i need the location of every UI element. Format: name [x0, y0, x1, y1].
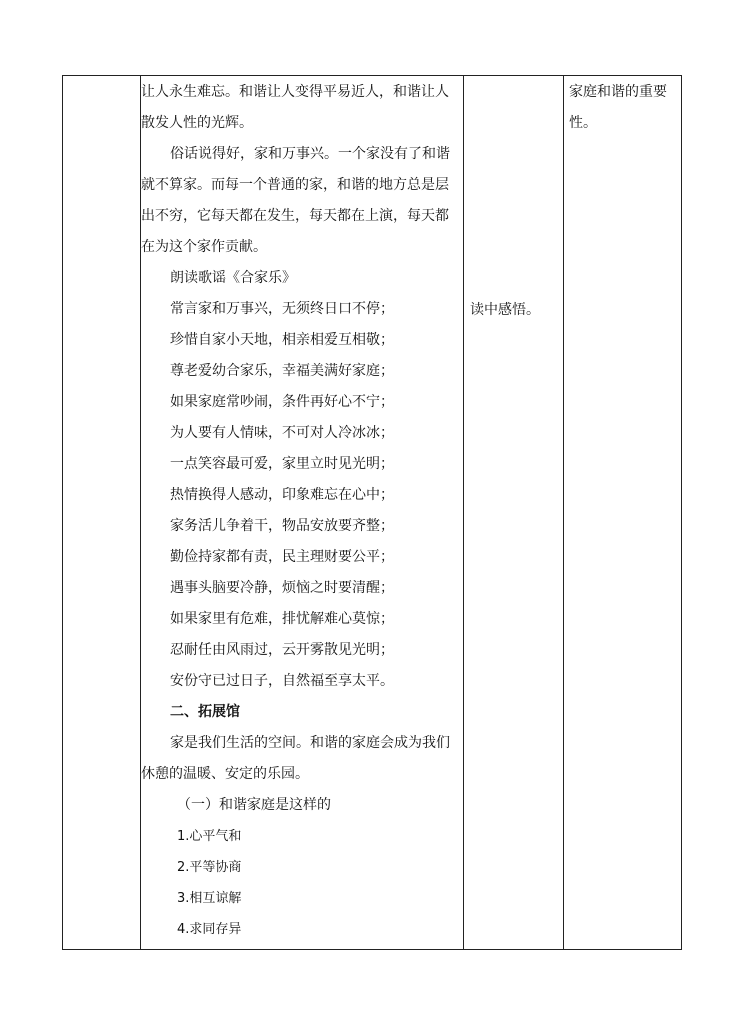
ballad-line: 珍惜自家小天地，相亲相爱互相敬；: [170, 332, 394, 348]
text-line: 家是我们生活的空间。和谐的家庭会成为我们: [170, 735, 450, 751]
section-heading: 二、拓展馆: [170, 704, 240, 720]
lesson-table: [62, 75, 682, 950]
method-text: 读中感悟。: [470, 302, 540, 318]
method-cell: [470, 295, 564, 326]
ballad-line: 安份守已过日子，自然福至享太平。: [170, 673, 394, 689]
ballad-title: 朗读歌谣《合家乐》: [170, 270, 296, 286]
intent-line: 性。: [569, 115, 597, 131]
ballad-line: 为人要有人情味，不可对人冷冰冰；: [170, 425, 394, 441]
intent-line: 家庭和谐的重要: [569, 84, 667, 100]
ballad-line: 热情换得人感动，印象难忘在心中；: [170, 487, 394, 503]
column-divider: [463, 76, 464, 949]
ballad-line: 尊老爱幼合家乐，幸福美满好家庭；: [170, 363, 394, 379]
text-line: 散发人性的光辉。: [141, 115, 253, 131]
sub-heading: （一）和谐家庭是这样的: [177, 797, 331, 813]
teaching-content-cell: [141, 76, 463, 945]
ballad-line: 遇事头脑要冷静，烦恼之时要清醒；: [170, 580, 394, 596]
ballad-line: 如果家庭常吵闹，条件再好心不宁；: [170, 394, 394, 410]
text-line: 休憩的温暖、安定的乐园。: [141, 766, 309, 782]
text-line: 出不穷，它每天都在发生，每天都在上演，每天都: [141, 208, 449, 224]
list-item: 3.相互谅解: [177, 891, 242, 906]
ballad-line: 常言家和万事兴，无须终日口不停；: [170, 301, 394, 317]
text-line: 在为这个家作贡献。: [141, 239, 267, 255]
text-line: 让人永生难忘。和谐让人变得平易近人，和谐让人: [141, 84, 449, 100]
list-item: 2.平等协商: [177, 860, 242, 875]
column-divider: [563, 76, 564, 949]
ballad-line: 忍耐任由风雨过，云开雾散见光明；: [170, 642, 394, 658]
intent-cell: [569, 76, 679, 139]
list-item: 4.求同存异: [177, 922, 242, 937]
ballad-line: 家务活儿争着干，物品安放要齐整；: [170, 518, 394, 534]
text-line: 俗话说得好，家和万事兴。一个家没有了和谐: [170, 146, 450, 162]
list-item: 1.心平气和: [177, 829, 242, 844]
ballad-line: 一点笑容最可爱，家里立时见光明；: [170, 456, 394, 472]
ballad-line: 如果家里有危难，排忧解难心莫惊；: [170, 611, 394, 627]
text-line: 就不算家。而每一个普通的家，和谐的地方总是层: [141, 177, 449, 193]
ballad-line: 勤俭持家都有责，民主理财要公平；: [170, 549, 394, 565]
